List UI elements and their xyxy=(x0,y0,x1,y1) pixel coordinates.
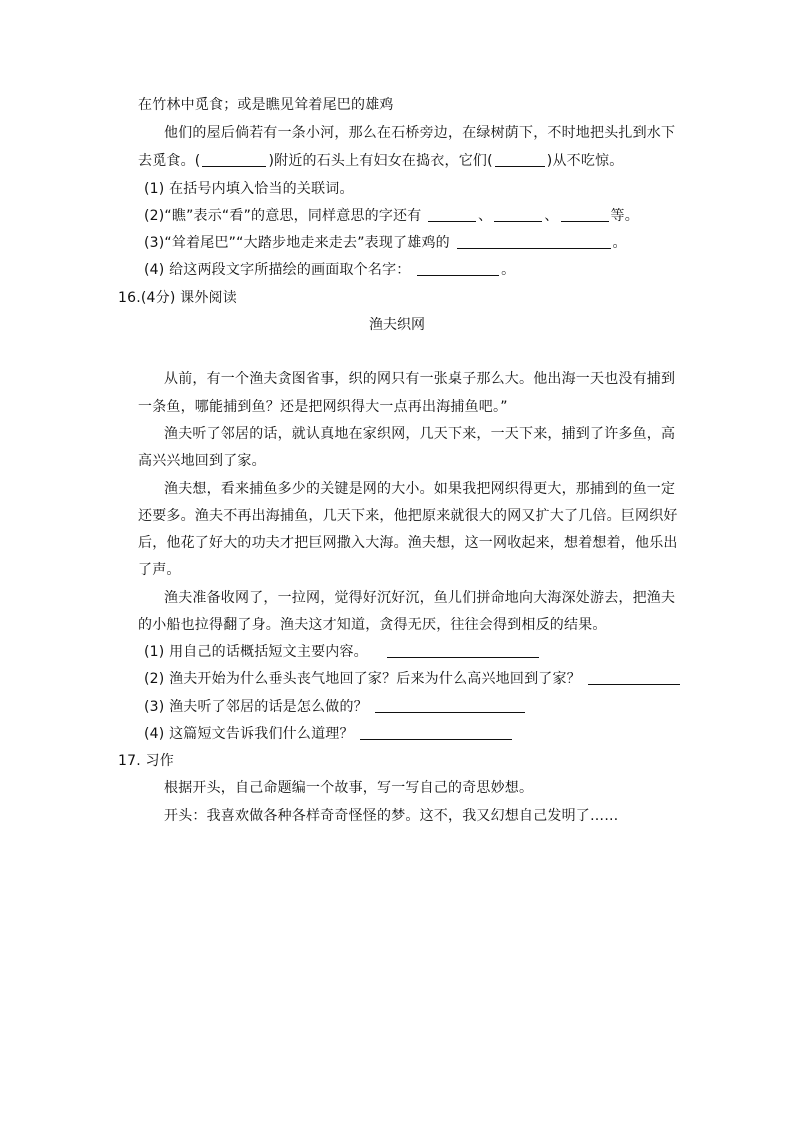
answer-blank[interactable] xyxy=(417,261,499,276)
prompt-line: 根据开头，自己命题编一个故事，写一写自己的奇思妙想。 xyxy=(164,780,534,796)
passage-text: )附近的石头上有妇女在捣衣，它们( xyxy=(268,153,493,169)
passage-text: 去觅食。( xyxy=(138,153,201,169)
prompt-line: 开头：我喜欢做各种各样奇奇怪怪的梦。这不，我又幻想自己发明了…… xyxy=(164,808,619,824)
sub-question-text: (3) 渔夫听了邻居的话是怎么做的？ xyxy=(144,699,368,715)
sub-question xyxy=(144,725,514,743)
question-header: 16.(4分) 课外阅读 xyxy=(118,290,237,306)
answer-blank[interactable] xyxy=(494,207,542,222)
sub-question xyxy=(144,698,527,716)
passage-line: 一条鱼，哪能捕到鱼？还是把网织得大一点再出海捕鱼吧。” xyxy=(138,399,508,415)
answer-blank[interactable] xyxy=(495,152,545,167)
answer-blank[interactable] xyxy=(375,698,525,713)
answer-blank[interactable] xyxy=(588,670,680,685)
answer-blank[interactable] xyxy=(457,234,611,249)
question-header: 17. 习作 xyxy=(118,753,174,769)
passage-line: 在竹林中觅食；或是瞧见耸着尾巴的雄鸡 xyxy=(138,97,394,113)
sub-question-text: (2) 渔夫开始为什么垂头丧气地回了家？后来为什么高兴地回到了家？ xyxy=(144,671,581,687)
passage-line: 从前，有一个渔夫贪图省事，织的网只有一张桌子那么大。他出海一天也没有捕到 xyxy=(164,371,676,387)
passage-line: 渔夫准备收网了，一拉网，觉得好沉好沉，鱼儿们拼命地向大海深处游去，把渔夫 xyxy=(164,590,676,606)
answer-blank[interactable] xyxy=(561,207,609,222)
answer-blank[interactable] xyxy=(360,725,512,740)
sub-question-text: (2)“瞧”表示“看”的意思，同样意思的字还有 xyxy=(144,208,422,224)
passage-line: 高兴兴地回到了家。 xyxy=(138,453,266,469)
sub-question-text: (3)“耸着尾巴”“大踏步地走来走去”表现了雄鸡的 xyxy=(144,235,450,251)
passage-text: )从不吃惊。 xyxy=(546,153,624,169)
sub-question xyxy=(144,643,541,661)
passage-line: 的小船也拉得翻了身。渔夫这才知道，贪得无厌，往往会得到相反的结果。 xyxy=(138,617,607,633)
sub-question: (1) 在括号内填入恰当的关联词。 xyxy=(144,181,354,197)
passage-line: 还要多。渔夫不再出海捕鱼，几天下来，他把原来就很大的网又扩大了几倍。巨网织好 xyxy=(138,508,678,524)
sub-question-text: 。 xyxy=(501,262,516,278)
sub-question-text: (4) 这篇短文告诉我们什么道理？ xyxy=(144,726,354,742)
passage-line: 了声。 xyxy=(138,562,181,578)
passage-line: 渔夫听了邻居的话，就认真地在家织网，几天下来，一天下来，捕到了许多鱼，高 xyxy=(164,426,676,442)
answer-blank[interactable] xyxy=(202,152,266,167)
answer-blank[interactable] xyxy=(428,207,476,222)
sub-question xyxy=(144,234,627,252)
passage-title: 渔夫织网 xyxy=(369,317,425,333)
sub-question-text: 。 xyxy=(612,235,627,251)
passage-line: 渔夫想，看来捕鱼多少的关键是网的大小。如果我把网织得更大，那捕到的鱼一定 xyxy=(164,481,676,497)
sub-question-text: 等。 xyxy=(610,208,639,224)
passage-line: 他们的屋后倘若有一条小河，那么在石桥旁边，在绿树荫下，不时地把头扎到水下 xyxy=(164,125,676,141)
separator: 、 xyxy=(544,208,559,224)
sub-question xyxy=(144,670,682,688)
separator: 、 xyxy=(478,208,493,224)
sub-question xyxy=(144,207,639,225)
sub-question xyxy=(144,261,515,279)
sub-question-text: (1) 用自己的话概括短文主要内容。 xyxy=(144,644,368,660)
passage-line xyxy=(138,152,623,170)
answer-blank[interactable] xyxy=(387,643,539,658)
passage-line: 后，他花了好大的功夫才把巨网撒入大海。渔夫想，这一网收起来，想着想着，他乐出 xyxy=(138,535,678,551)
sub-question-text: (4) 给这两段文字所描绘的画面取个名字： xyxy=(144,262,411,278)
